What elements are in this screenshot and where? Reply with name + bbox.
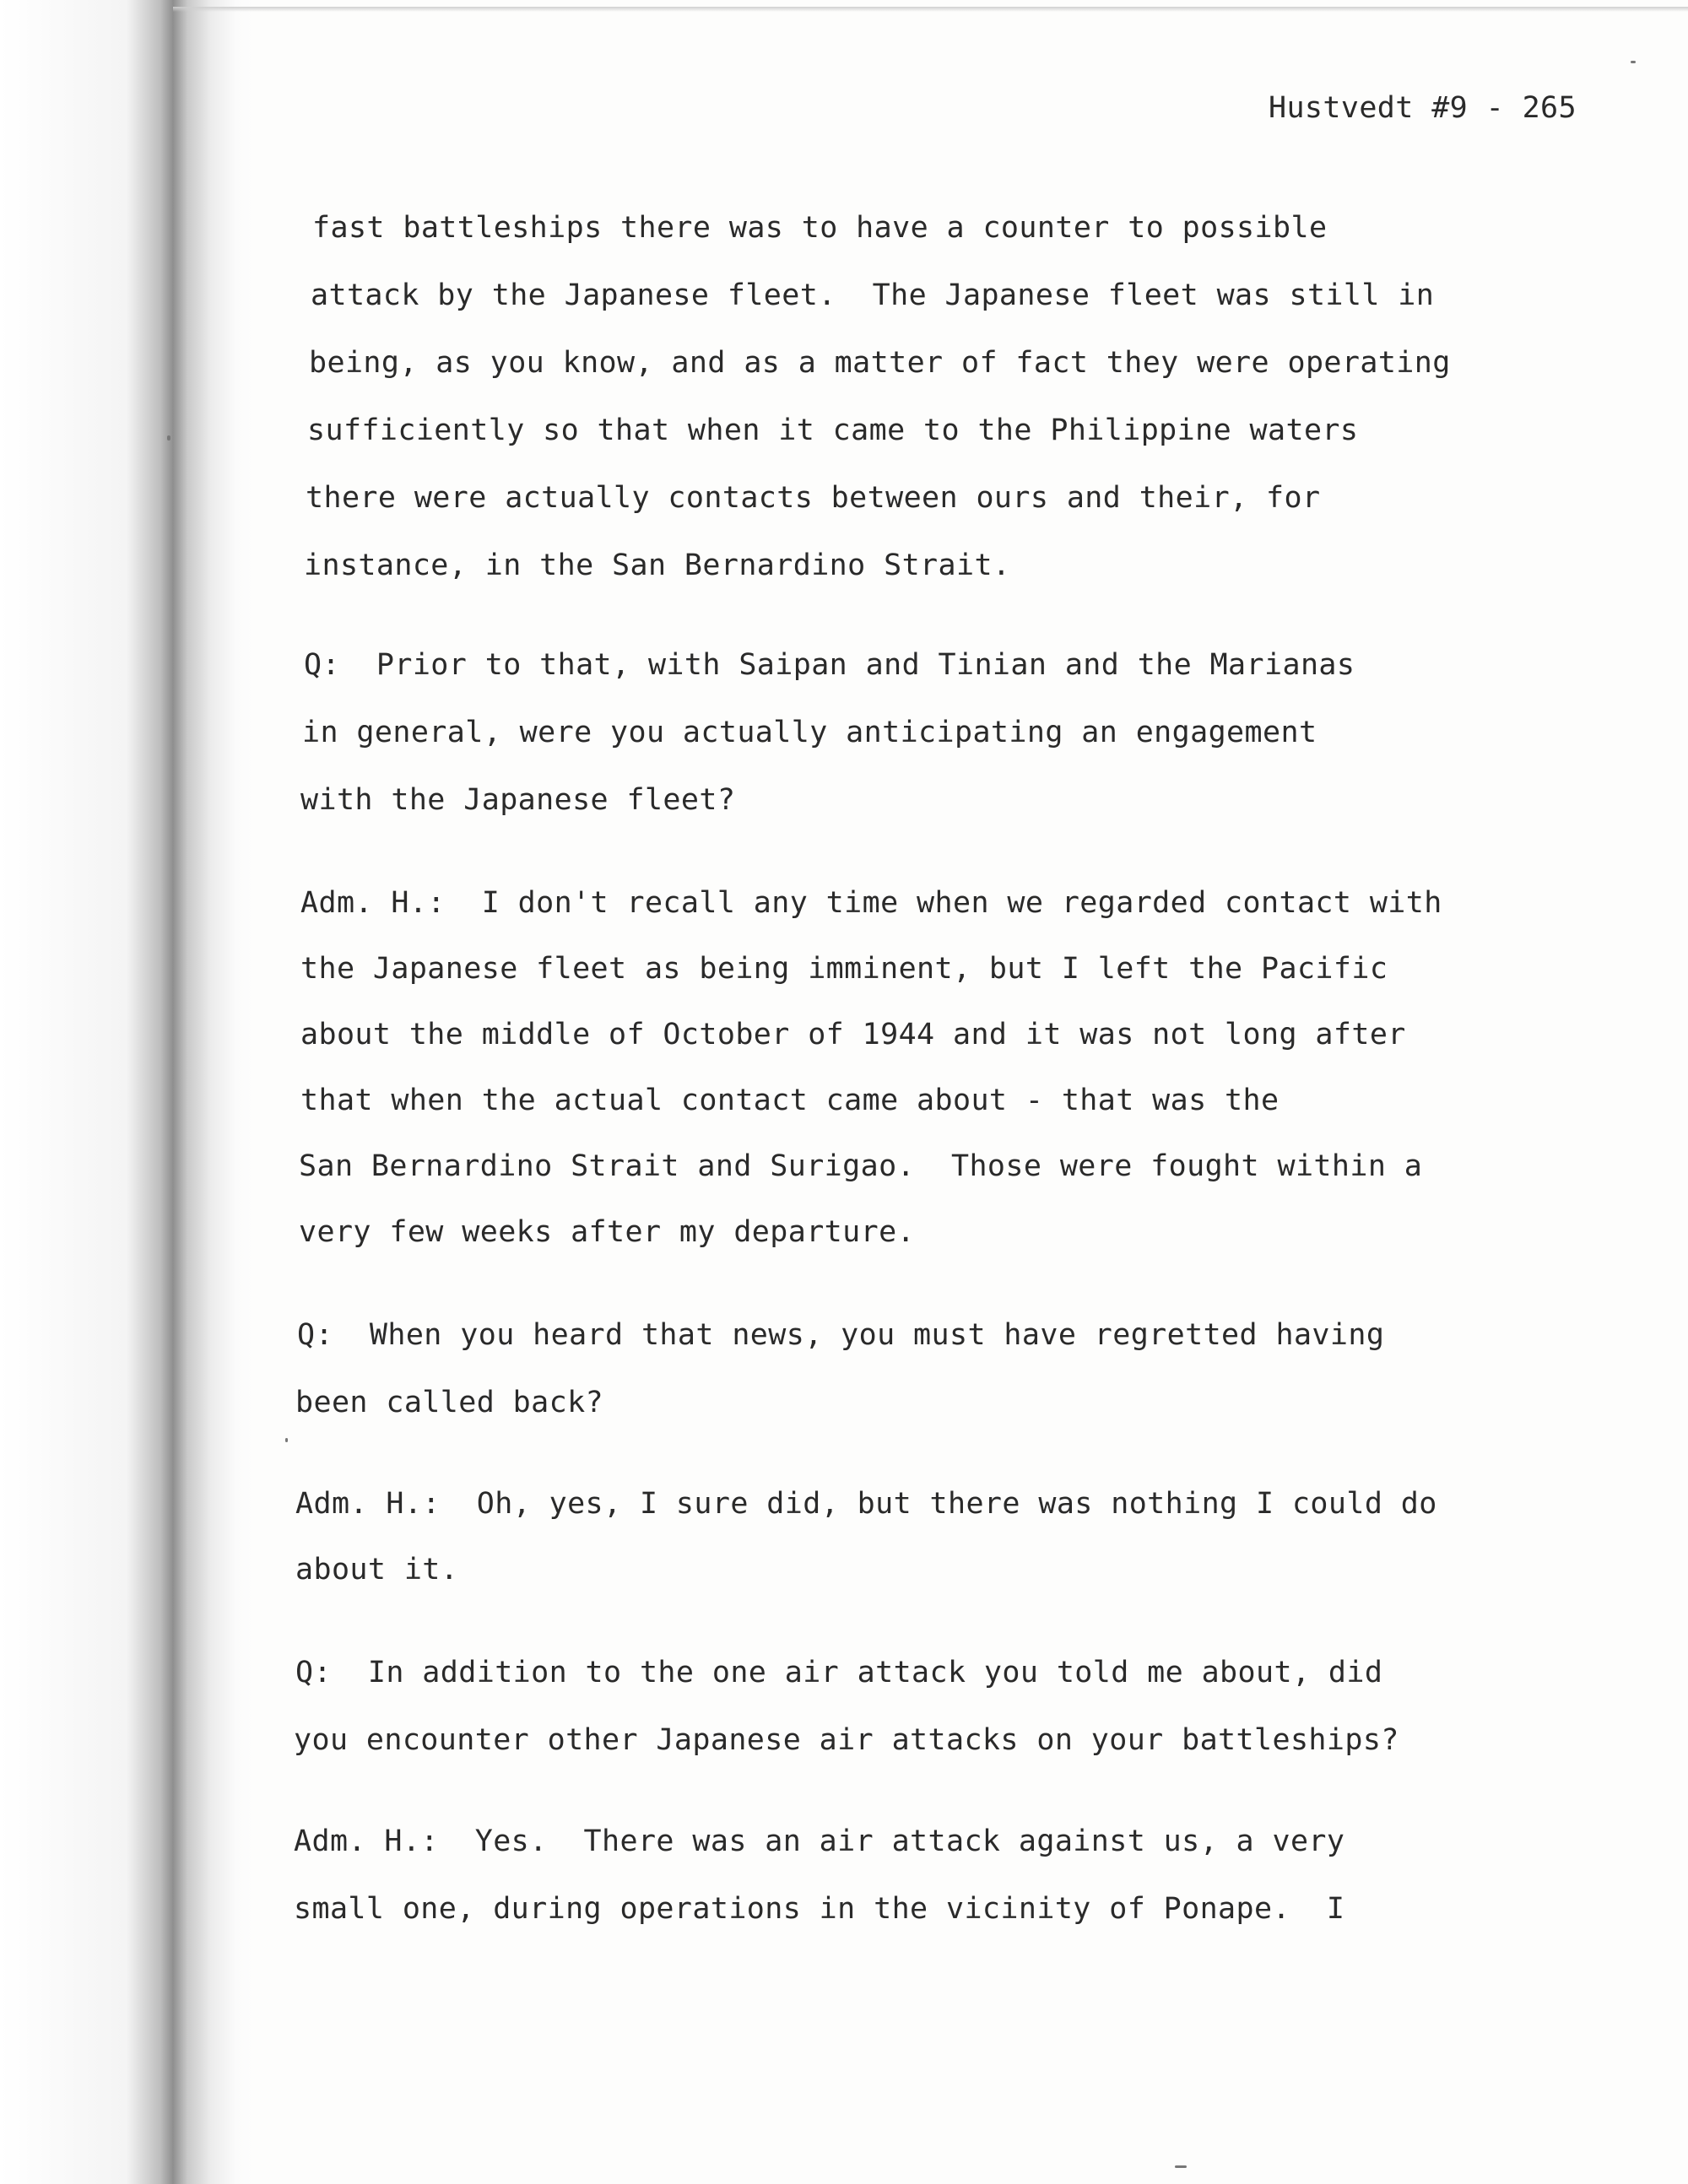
text-line: being, as you know, and as a matter of fact they were operating [309,346,1451,380]
text-line: very few weeks after my departure. [299,1215,916,1249]
scan-speck [167,435,170,441]
text-line: Adm. H.: Oh, yes, I sure did, but there was nothing I could do [295,1487,1437,1521]
text-line: fast battleships there was to have a counter to possible [312,211,1328,245]
text-line: been called back? [295,1386,604,1419]
text-line: Q: When you heard that news, you must have regretted having [297,1318,1385,1352]
text-line: the Japanese fleet as being imminent, but I left the Pacific [300,952,1388,986]
text-line: about it. [295,1553,459,1587]
text-line: that when the actual contact came about - that was the [300,1084,1280,1117]
text-line: instance, in the San Bernardino Strait. [304,549,1011,582]
text-line: there were actually contacts between ours and their, for [306,481,1321,515]
text-line: about the middle of October of 1944 and it was not long after [300,1018,1406,1051]
text-line: in general, were you actually anticipating an engagement [302,716,1317,749]
page-header: Hustvedt #9 - 265 [1268,91,1577,125]
text-line: Adm. H.: I don't recall any time when we regarded contact with [300,886,1442,920]
text-line: attack by the Japanese fleet. The Japanese fleet was still in [311,278,1435,312]
text-line: with the Japanese fleet? [300,783,736,817]
text-line: sufficiently so that when it came to the Philippine waters [307,414,1359,447]
text-line: you encounter other Japanese air attacks on your battleships? [294,1723,1399,1757]
text-line: Adm. H.: Yes. There was an air attack against us, a very [294,1825,1345,1858]
scan-speck [1175,2165,1187,2168]
scan-speck [285,1438,288,1442]
text-line: Q: Prior to that, with Saipan and Tinian and the Marianas [304,648,1355,682]
text-line: small one, during operations in the vicinity of Ponape. I [294,1892,1345,1926]
scan-speck [1631,61,1636,63]
text-line: San Bernardino Strait and Surigao. Those were fought within a [299,1149,1423,1183]
text-line: Q: In addition to the one air attack you told me about, did [295,1656,1383,1689]
